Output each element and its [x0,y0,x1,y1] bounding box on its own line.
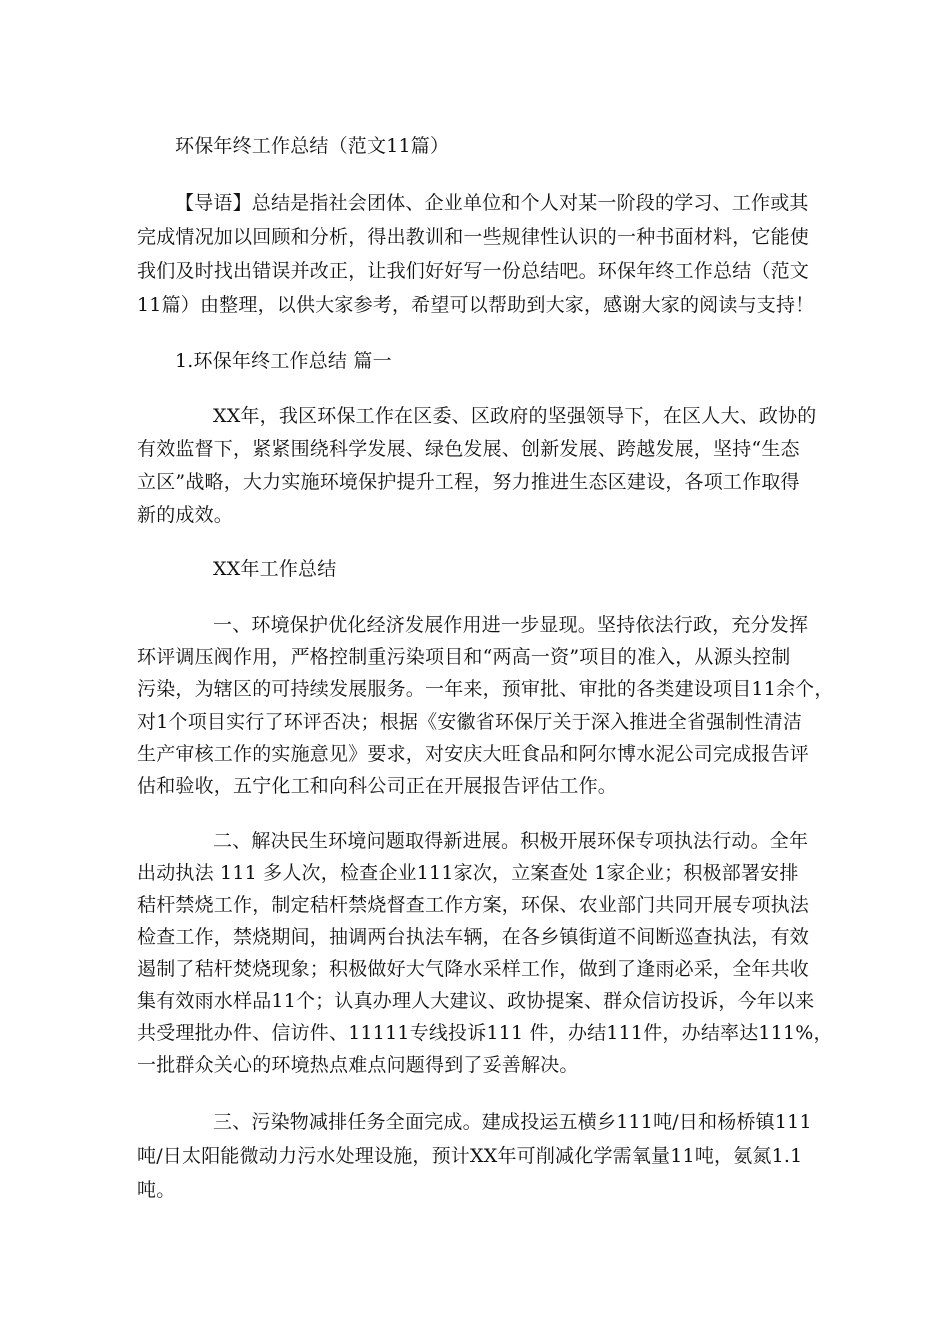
para3-line-6: 集有效雨水样品11个；认真办理人大建议、政协提案、群众信访投诉，今年以来 [137,990,815,1012]
intro-line-3: 我们及时找出错误并改正，让我们好好写一份总结吧。环保年终工作总结（范文 [137,260,810,282]
para1-line-2: 有效监督下，紧紧围绕科学发展、绿色发展、创新发展、跨越发展，坚持“生态 [137,438,800,460]
para1-line-3: 立区”战略，大力实施环境保护提升工程，努力推进生态区建设，各项工作取得 [137,471,800,493]
para4-line-2: 吨/日太阳能微动力污水处理设施，预计XX年可削减化学需氧量11吨，氨氮1.1 [137,1145,803,1167]
para2-line-6: 估和验收，五宁化工和向科公司正在开展报告评估工作。 [137,775,618,797]
para3-line-5: 遏制了秸杆焚烧现象；积极做好大气降水采样工作，做到了逢雨必采，全年共收 [137,958,810,980]
intro-line-2: 完成情况加以回顾和分析，得出教训和一些规律性认识的一种书面材料，它能使 [137,226,810,248]
para3-line-4: 检查工作，禁烧期间，抽调两台执法车辆，在各乡镇街道不间断巡查执法，有效 [137,926,810,948]
para4-line-1: 三、污染物减排任务全面完成。建成投运五横乡111吨/日和杨桥镇111 [213,1111,812,1133]
subheading: XX年工作总结 [213,558,337,580]
para3-line-3: 秸杆禁烧工作，制定秸杆禁烧督查工作方案，环保、农业部门共同开展专项执法 [137,894,810,916]
para3-line-2: 出动执法 111 多人次，检查企业111家次，立案查处 1家企业；积极部署安排 [137,862,799,884]
para2-line-1: 一、环境保护优化经济发展作用进一步显现。坚持依法行政，充分发挥 [213,614,809,636]
section-heading: 1.环保年终工作总结 篇一 [175,350,392,372]
document-title: 环保年终工作总结（范文11篇） [175,135,450,157]
para1-line-1: XX年，我区环保工作在区委、区政府的坚强领导下，在区人大、政协的 [213,405,817,427]
para3-line-8: 一批群众关心的环境热点难点问题得到了妥善解决。 [137,1054,579,1076]
para1-line-4: 新的成效。 [137,504,234,526]
para3-line-1: 二、解决民生环境问题取得新进展。积极开展环保专项执法行动。全年 [213,830,809,852]
para2-line-2: 环评调压阀作用，严格控制重污染项目和“两高一资”项目的准入，从源头控制 [137,646,791,668]
para3-line-7: 共受理批办件、信访件、11111专线投诉111 件，办结111件，办结率达111%， [137,1022,833,1044]
para2-line-5: 生产审核工作的实施意见》要求，对安庆大旺食品和阿尔博水泥公司完成报告评 [137,743,810,765]
para4-line-3: 吨。 [137,1179,176,1201]
intro-line-1: 【导语】总结是指社会团体、企业单位和个人对某一阶段的学习、工作或其 [175,192,809,214]
para2-line-3: 污染，为辖区的可持续发展服务。一年来，预审批、审批的各类建设项目11余个， [137,678,834,700]
para2-line-4: 对1个项目实行了环评否决；根据《安徽省环保厅关于深入推进全省强制性清洁 [137,711,803,733]
intro-line-4: 11篇）由整理，以供大家参考，希望可以帮助到大家，感谢大家的阅读与支持！ [137,294,815,316]
